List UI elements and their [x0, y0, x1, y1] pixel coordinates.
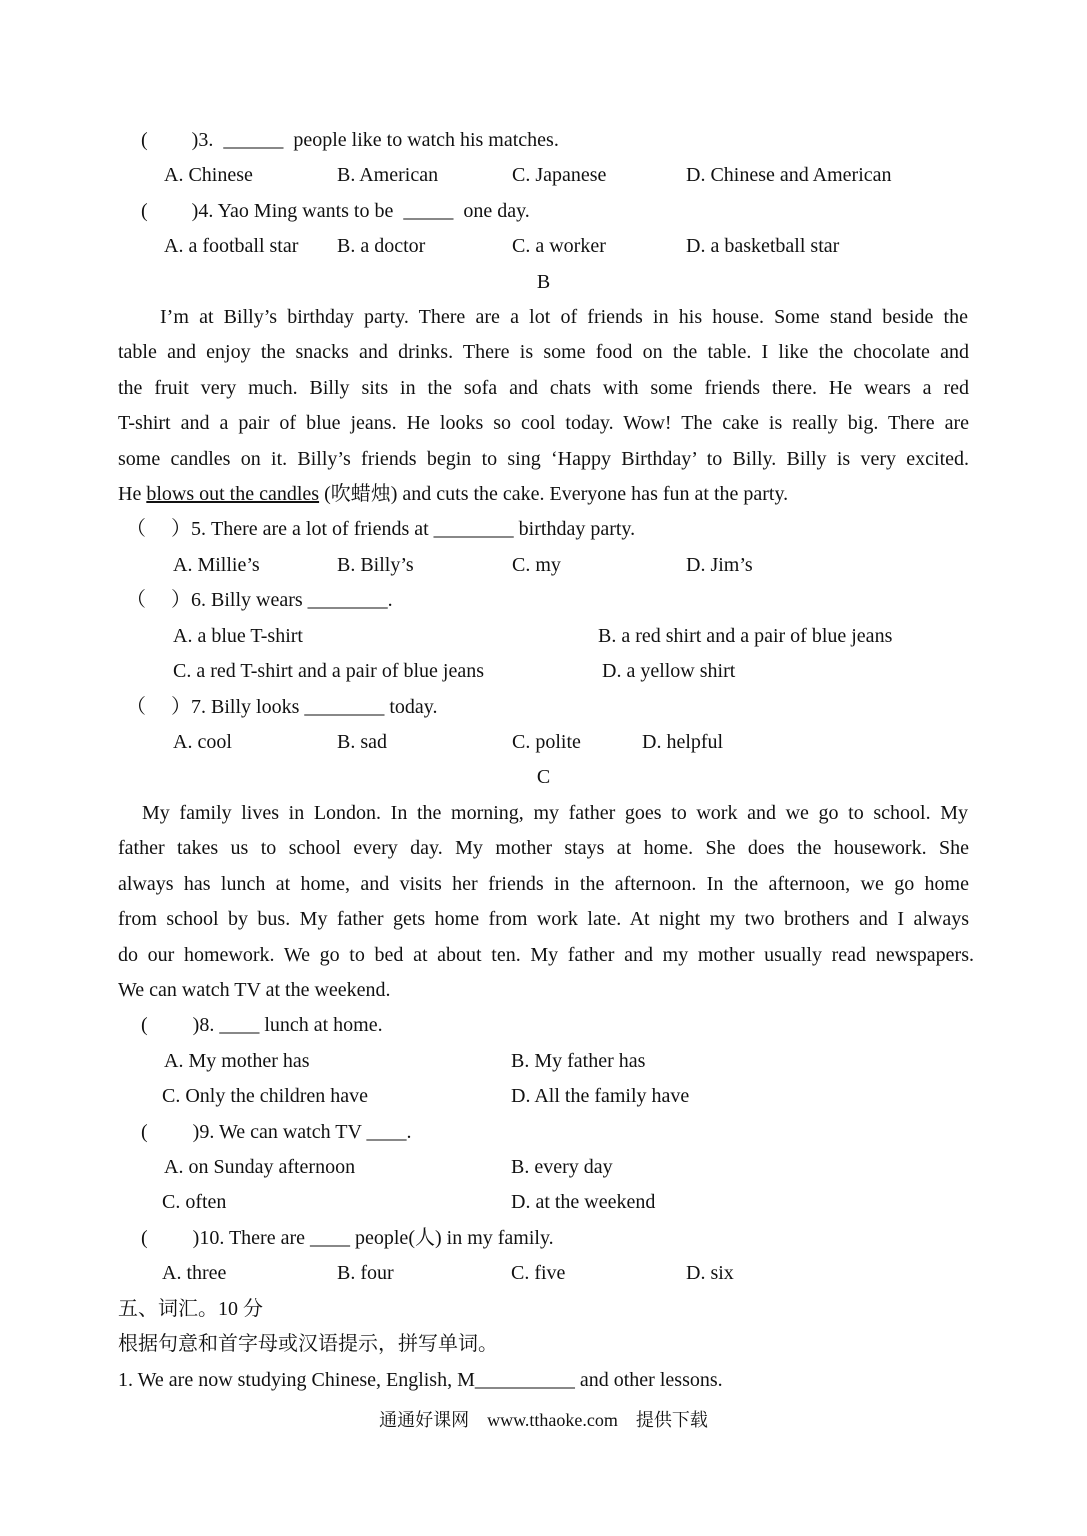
q8-option-c: C. Only the children have [162, 1085, 369, 1107]
q4-option-c: C. a worker [512, 235, 606, 257]
section-5-instruction: 根据句意和首字母或汉语提示，拼写单词。 [118, 1333, 498, 1355]
q7-option-d: D. helpful [642, 731, 724, 753]
q10-option-d: D. six [686, 1262, 734, 1284]
q6-option-c: C. a red T-shirt and a pair of blue jeans [173, 660, 485, 682]
q5-stem: （ ）5. There are a lot of friends at ________ birthday party. [126, 518, 636, 540]
q10-option-b: B. four [337, 1262, 394, 1284]
passage-c-line-4: from school by bus. My father gets home from work late. At night my two brothers and I always [118, 908, 969, 930]
passage-c-line-3: always has lunch at home, and visits her friends in the afternoon. In the afternoon, we go home [118, 873, 969, 895]
q9-option-b: B. every day [511, 1156, 613, 1178]
vocab-item-1: 1. We are now studying Chinese, English, M__________ and other lessons. [118, 1369, 723, 1391]
section-c-heading: C [536, 766, 551, 788]
q8-option-d: D. All the family have [511, 1085, 690, 1107]
q5-option-a: A. Millie’s [173, 554, 260, 576]
q6-stem: （ ）6. Billy wears ________. [126, 589, 393, 611]
q4-option-d: D. a basketball star [686, 235, 840, 257]
q10-option-c: C. five [511, 1262, 566, 1284]
q5-option-b: B. Billy’s [337, 554, 414, 576]
section-b-heading: B [536, 271, 551, 293]
q6-option-a: A. a blue T-shirt [173, 625, 303, 647]
underlined-phrase: blows out the candles [146, 483, 320, 505]
q4-stem: ( )4. Yao Ming wants to be _____ one day. [141, 200, 530, 222]
q8-stem: ( )8. ____ lunch at home. [141, 1014, 383, 1036]
q3-option-a: A. Chinese [164, 164, 253, 186]
q5-option-c: C. my [512, 554, 561, 576]
passage-c-line-2: father takes us to school every day. My mother stays at home. She does the housework. She [118, 837, 969, 859]
q8-option-b: B. My father has [511, 1050, 646, 1072]
q10-option-a: A. three [162, 1262, 227, 1284]
q7-option-c: C. polite [512, 731, 581, 753]
q4-blank: _____ [403, 200, 454, 222]
passage-c-line-6: We can watch TV at the weekend. [118, 979, 391, 1001]
q7-option-a: A. cool [173, 731, 232, 753]
q6-option-d: D. a yellow shirt [602, 660, 736, 682]
passage-b-line-6: He blows out the candles (吹蜡烛) and cuts the cake. Everyone has fun at the party. [118, 483, 789, 505]
q4-option-a: A. a football star [164, 235, 299, 257]
q6-option-b: B. a red shirt and a pair of blue jeans [598, 625, 893, 647]
q3-option-c: C. Japanese [512, 164, 607, 186]
passage-b-line-5: some candles on it. Billy’s friends begin to sing ‘Happy Birthday’ to Billy. Billy is very excited. [118, 448, 969, 470]
passage-b-line-4: T-shirt and a pair of blue jeans. He looks so cool today. Wow! The cake is really big. There are [118, 412, 969, 434]
q9-option-d: D. at the weekend [511, 1191, 656, 1213]
q9-stem: ( )9. We can watch TV ____. [141, 1121, 412, 1143]
passage-c-line-5: do our homework. We go to bed at about ten. My father and my mother usually read newspapers. [118, 944, 974, 966]
q3-option-d: D. Chinese and American [686, 164, 892, 186]
passage-b-line-1: I’m at Billy’s birthday party. There are a lot of friends in his house. Some stand beside the [160, 306, 968, 328]
section-5-title: 五、词汇。10 分 [118, 1298, 263, 1320]
passage-b-line-2: table and enjoy the snacks and drinks. There is some food on the table. I like the chocolate and [118, 341, 969, 363]
q3-blank: ______ [223, 129, 284, 151]
q7-stem: （ ）7. Billy looks ________ today. [126, 696, 438, 718]
q10-stem: ( )10. There are ____ people(人) in my family. [141, 1227, 554, 1249]
passage-b-line-3: the fruit very much. Billy sits in the sofa and chats with some friends there. He wears a red [118, 377, 969, 399]
q7-option-b: B. sad [337, 731, 387, 753]
page-footer: 通通好课网 www.tthaoke.com 提供下载 [379, 1410, 708, 1430]
passage-c-line-1: My family lives in London. In the morning, my father goes to work and we go to school. My [142, 802, 968, 824]
q9-option-a: A. on Sunday afternoon [164, 1156, 356, 1178]
q3-stem: ( )3. ______ people like to watch his matches. [141, 129, 559, 151]
q9-option-c: C. often [162, 1191, 227, 1213]
q3-option-b: B. American [337, 164, 439, 186]
q4-option-b: B. a doctor [337, 235, 426, 257]
q5-option-d: D. Jim’s [686, 554, 753, 576]
q8-option-a: A. My mother has [164, 1050, 310, 1072]
